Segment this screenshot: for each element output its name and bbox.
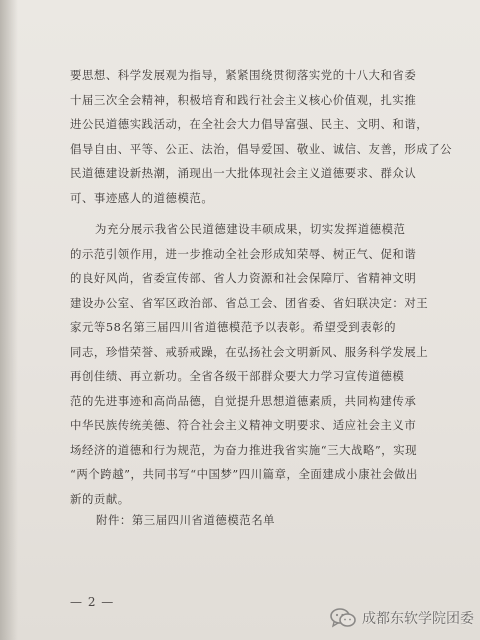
text-line: 同志，珍惜荣誉、戒骄戒躁，在弘扬社会文明新风、服务科学发展上: [70, 344, 429, 359]
text-line: 新的贡献。: [70, 491, 130, 506]
wechat-icon: [330, 608, 356, 628]
text-line: 十届三次全会精神，积极培育和践行社会主义核心价值观，扎实推: [70, 92, 417, 107]
text-line: 的良好风尚，省委宣传部、省人力资源和社会保障厅、省精神文明: [70, 271, 417, 285]
text-line: 再创佳绩、再立新功。全省各级干部群众要大力学习宣传道德模: [70, 369, 405, 383]
text-line: “两个跨越”，共同书写“中国梦”四川篇章，全面建成小康社会做出: [70, 467, 418, 481]
text-line: 可、事迹感人的道德模范。: [70, 190, 214, 205]
page-number: — 2 —: [70, 595, 115, 609]
page-edge-shadow: [0, 0, 18, 640]
text-line: 进公民道德实践活动，在全社会大力倡导富强、民主、文明、和谐，: [70, 117, 429, 131]
text-line: 场经济的道德和行为规范，为奋力推进我省实施“三大战略”，实现: [70, 442, 418, 457]
text-line: 建设办公室、省军区政治部、省总工会、团省委、省妇联决定：对王: [70, 295, 429, 310]
text-line: 为充分展示我省公民道德建设丰硕成果，切实发挥道德模范: [95, 222, 406, 236]
text-line: 民道德建设新热潮，涌现出一大批体现社会主义道德要求、群众认: [70, 166, 417, 180]
text-line: 范的先进事迹和高尚品德，自觉提升思想道德素质，共同构建传承: [70, 393, 417, 408]
attachment-line: 附件：第三届四川省道德模范名单: [96, 513, 276, 527]
watermark: [330, 606, 474, 630]
text-line: 倡导自由、平等、公正、法治，倡导爱国、敬业、诚信、友善，形成了公: [70, 141, 453, 156]
text-line: 中华民族传统美德、符合社会主义精神文明要求、适应社会主义市: [70, 418, 417, 432]
text-line: 要思想、科学发展观为指导，紧紧围绕贯彻落实党的十八大和省委: [70, 68, 417, 82]
watermark-text: 成都东软学院团委: [362, 611, 474, 627]
text-line: 家元等58名第三届四川省道德模范予以表彰。希望受到表彰的: [70, 320, 397, 334]
text-line: 的示范引领作用，进一步推动全社会形成知荣辱、树正气、促和谐: [70, 246, 417, 261]
